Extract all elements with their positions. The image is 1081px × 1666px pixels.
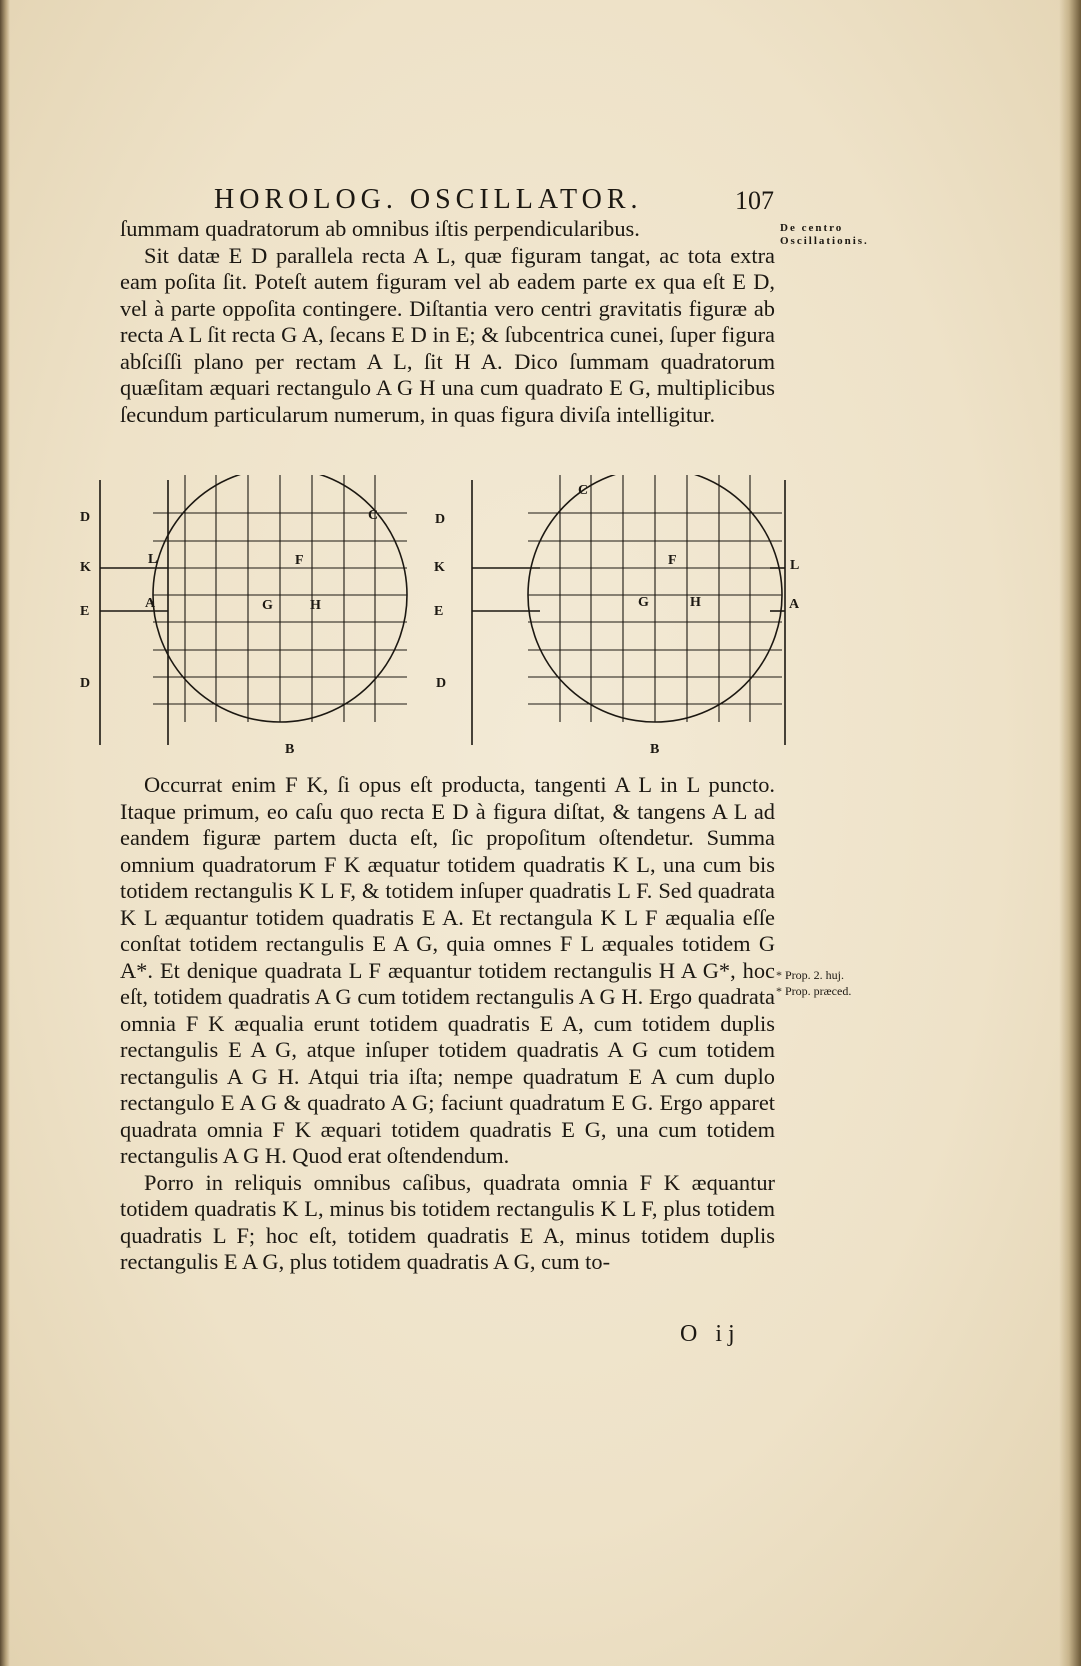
left-label-E: E <box>80 604 90 619</box>
right-label-E: E <box>434 604 444 619</box>
right-label-D-bottom: D <box>436 676 447 691</box>
right-label-B: B <box>650 742 660 757</box>
right-label-F: F <box>668 553 677 568</box>
left-label-K: K <box>80 560 91 575</box>
paragraph-1: ſummam quadratorum ab omnibus iſtis perpendicularibus. <box>120 216 640 241</box>
figure-svg <box>70 475 820 760</box>
text-block-bottom <box>120 772 775 1276</box>
right-label-G: G <box>638 595 649 610</box>
running-title: HOROLOG. OSCILLATOR. <box>214 184 643 215</box>
right-label-K: K <box>434 560 445 575</box>
left-label-D-bottom: D <box>80 676 91 691</box>
geometric-figure <box>70 475 820 760</box>
right-label-A: A <box>789 597 800 612</box>
margin-notes-bottom <box>776 968 886 1000</box>
signature-mark: O ij <box>680 1321 741 1347</box>
right-label-C: C <box>578 483 589 498</box>
text-block-top <box>120 216 775 428</box>
margin-note-top: De centro Oscillationis. <box>780 222 869 247</box>
right-label-D-top: D <box>435 512 446 527</box>
paragraph-3: Occurrat enim F K, ſi opus eſt producta, tangenti A L in L puncto. Itaque primum, eo caſu quo recta E D à figura diſtat, & tangens A L ad eandem figuræ partem ducta eſt, ſic propoſitum oſtendetur. Summa omnium quadratorum F K æquatur totidem quadratis K L, una cum bis totidem rectangulis K L F, & totidem inſuper quadratis L F. Sed quadrata K L æquantur totidem quadratis E A. Et rectangula K L F æqualia eſſe conſtat totidem rectangulis E A G, quia omnes F L æquales totidem G A*. Et denique quadrata L F æquantur totidem rectangulis H A G*, hoc eſt, totidem quadratis A G cum totidem rectangulis A G H. Ergo quadrata omnia F K æqualia erunt totidem quadratis E A, cum totidem duplis rectangulis E A G, atque inſuper totidem quadratis A G cum totidem rectangulis A G H. Atqui tria iſta; nempe quadratum E A cum duplo rectangulo E A G & quadrato A G; faciunt quadratum E G. Ergo apparet quadrata omnia F K æquari totidem quadratis E G, una cum totidem rectangulis A G H. Quod erat oſtendendum. <box>120 772 775 1168</box>
left-label-A: A <box>145 596 156 611</box>
page-number: 107 <box>735 186 774 215</box>
paragraph-2: Sit datæ E D parallela recta A L, quæ figuram tangat, ac tota extra eam poſita ſit. Poteſt autem figuram vel ab eadem parte ex qua eſt E D, vel à parte oppoſita contingere. Diſtantia vero centri gravitatis figuræ ab recta A L ſit recta G A, ſecans E D in E; & ſubcentrica cunei, ſuper figura abſciſſi plano per rectam A L, ſit H A. Dico ſummam quadratorum quæſitam æquari rectangulo A G H una cum quadrato E G, multiplicibus ſecundum particularum numerum, in quas figura diviſa intelligitur. <box>120 242 775 427</box>
left-label-H: H <box>310 598 321 613</box>
paragraph-4: Porro in reliquis omnibus caſibus, quadrata omnia F K æquantur totidem quadratis K L, minus bis totidem rectangulis K L F, plus totidem quadratis L F; hoc eſt, totidem quadratis E A, minus totidem duplis rectangulis E A G, plus totidem quadratis A G, cum to- <box>120 1169 775 1274</box>
margin-note-prop-2: * Prop. 2. huj. <box>776 968 845 982</box>
left-label-D-top: D <box>80 510 91 525</box>
page-edge-left <box>0 0 10 1666</box>
page-header <box>214 184 774 218</box>
page-edge-right <box>1059 0 1081 1666</box>
right-label-L: L <box>790 558 800 573</box>
margin-note-prop-praeced: * Prop. præced. <box>776 984 852 998</box>
left-label-G: G <box>262 598 273 613</box>
left-label-C: C <box>368 508 379 523</box>
left-label-B: B <box>285 742 295 757</box>
right-label-H: H <box>690 595 701 610</box>
left-label-F: F <box>295 553 304 568</box>
left-label-L: L <box>148 552 158 567</box>
